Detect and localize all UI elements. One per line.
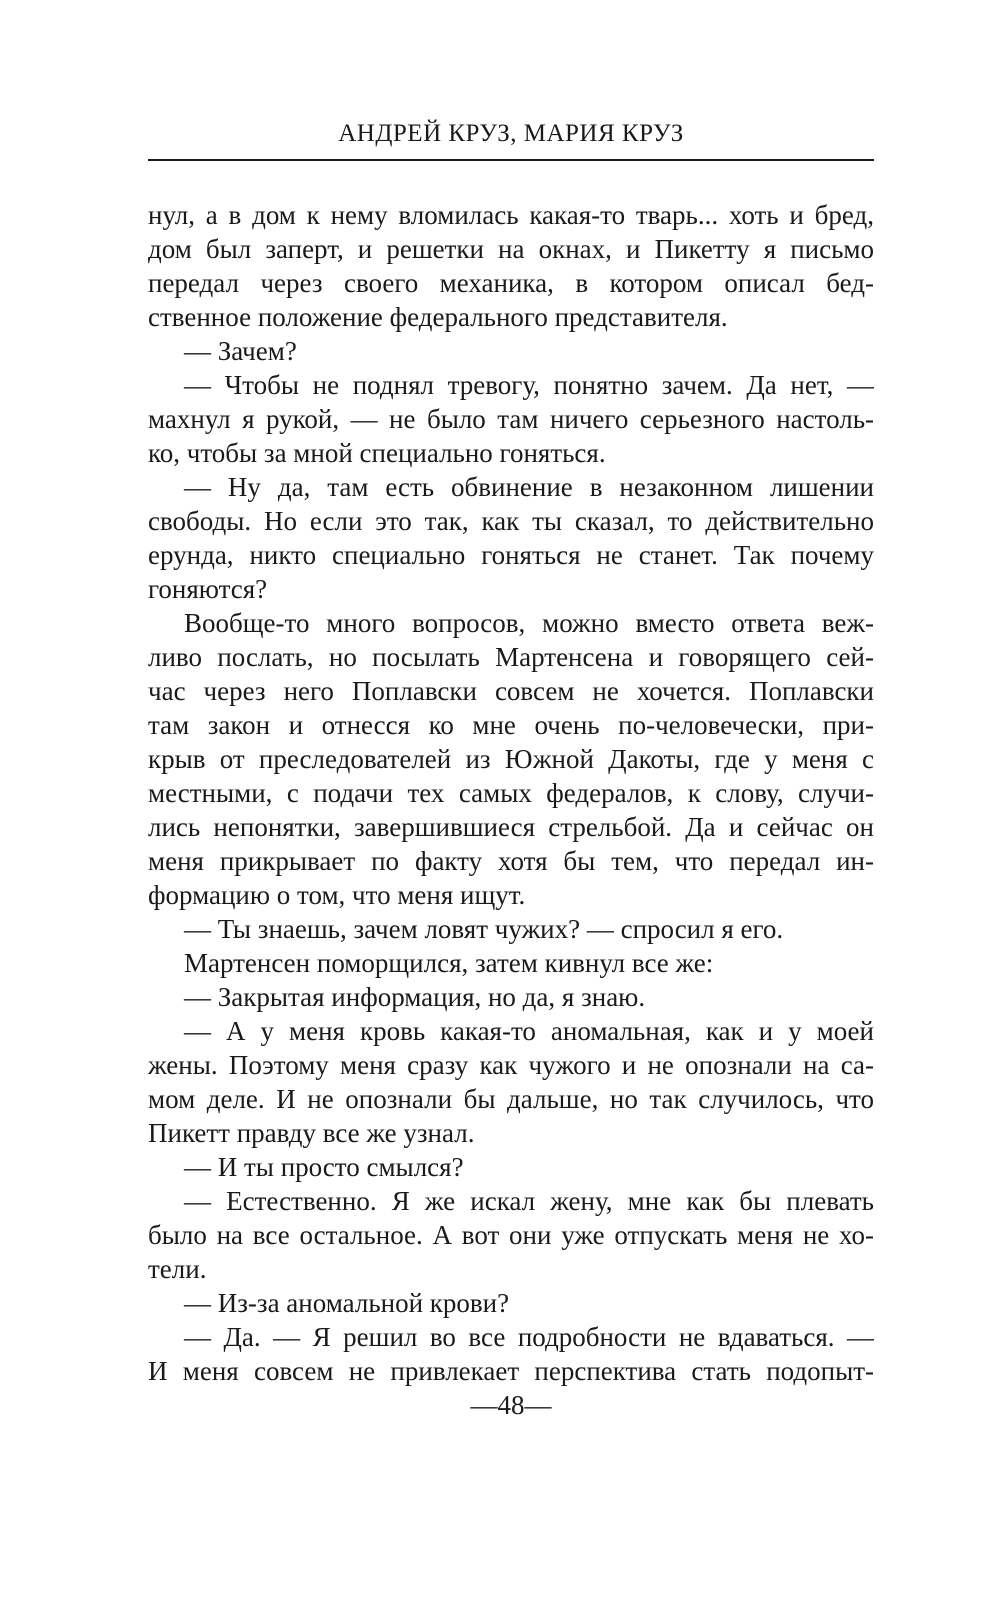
text-line: — Чтобы не поднял тревогу, понятно зачем. Да нет, — bbox=[184, 370, 874, 400]
header-rule bbox=[148, 159, 874, 161]
text-line: было на все остальное. А вот они уже отпускать меня не хо- bbox=[148, 1220, 874, 1250]
text-line: час через него Поплавски совсем не хочется. Поплавски bbox=[148, 676, 874, 706]
body-text bbox=[148, 198, 874, 1388]
running-head-title: АНДРЕЙ КРУЗ, МАРИЯ КРУЗ bbox=[338, 120, 684, 147]
text-line: — Зачем? bbox=[184, 336, 297, 366]
text-line: И меня совсем не привлекает перспектива стать подопыт- bbox=[148, 1356, 874, 1386]
text-line: Мартенсен поморщился, затем кивнул все же: bbox=[184, 948, 714, 978]
text-line: мом деле. И не опознали бы дальше, но так случилось, что bbox=[148, 1084, 874, 1114]
page-number: —48— bbox=[470, 1390, 552, 1420]
text-line: лись непонятки, завершившиеся стрельбой. Да и сейчас он bbox=[148, 812, 874, 842]
text-line: — Да. — Я решил во все подробности не вдаваться. — bbox=[184, 1322, 874, 1352]
text-line: там закон и отнесся ко мне очень по-человечески, при- bbox=[148, 710, 874, 740]
text-line: Пикетт правду все же узнал. bbox=[148, 1118, 475, 1148]
text-line: ерунда, никто специально гоняться не станет. Так почему bbox=[148, 540, 874, 570]
text-line: местными, с подачи тех самых федералов, к слову, случи- bbox=[148, 778, 874, 808]
text-line: передал через своего механика, в котором описал бед- bbox=[148, 268, 874, 298]
text-line: махнул я рукой, — не было там ничего серьезного настоль- bbox=[148, 404, 874, 434]
text-line: ко, чтобы за мной специально гоняться. bbox=[148, 438, 606, 468]
text-line: — А у меня кровь какая-то аномальная, как и у моей bbox=[184, 1016, 874, 1046]
text-line: формацию о том, что меня ищут. bbox=[148, 880, 526, 910]
text-line: — Закрытая информация, но да, я знаю. bbox=[184, 982, 646, 1012]
text-line: гоняются? bbox=[148, 574, 268, 604]
text-line: свободы. Но если это так, как ты сказал, то действительно bbox=[148, 506, 874, 536]
text-line: жены. Поэтому меня сразу как чужого и не опознали на са- bbox=[148, 1050, 874, 1080]
text-line: — И ты просто смылся? bbox=[184, 1152, 464, 1182]
text-line: ливо послать, но посылать Мартенсена и говорящего сей- bbox=[148, 642, 874, 672]
text-line: меня прикрывает по факту хотя бы тем, что передал ин- bbox=[148, 846, 874, 876]
text-line: тели. bbox=[148, 1254, 207, 1284]
text-line: — Из-за аномальной крови? bbox=[184, 1288, 510, 1318]
text-line: нул, а в дом к нему вломилась какая-то тварь... хоть и бред, bbox=[148, 200, 874, 230]
text-line: — Естественно. Я же искал жену, мне как бы плевать bbox=[184, 1186, 874, 1216]
text-line: ственное положение федерального представителя. bbox=[148, 302, 728, 332]
text-line: — Ты знаешь, зачем ловят чужих? — спросил я его. bbox=[184, 914, 784, 944]
text-line: крыв от преследователей из Южной Дакоты, где у меня с bbox=[148, 744, 874, 774]
text-line: Вообще-то много вопросов, можно вместо ответа веж- bbox=[184, 608, 874, 638]
text-line: дом был заперт, и решетки на окнах, и Пикетту я письмо bbox=[148, 234, 874, 264]
text-line: — Ну да, там есть обвинение в незаконном лишении bbox=[184, 472, 874, 502]
